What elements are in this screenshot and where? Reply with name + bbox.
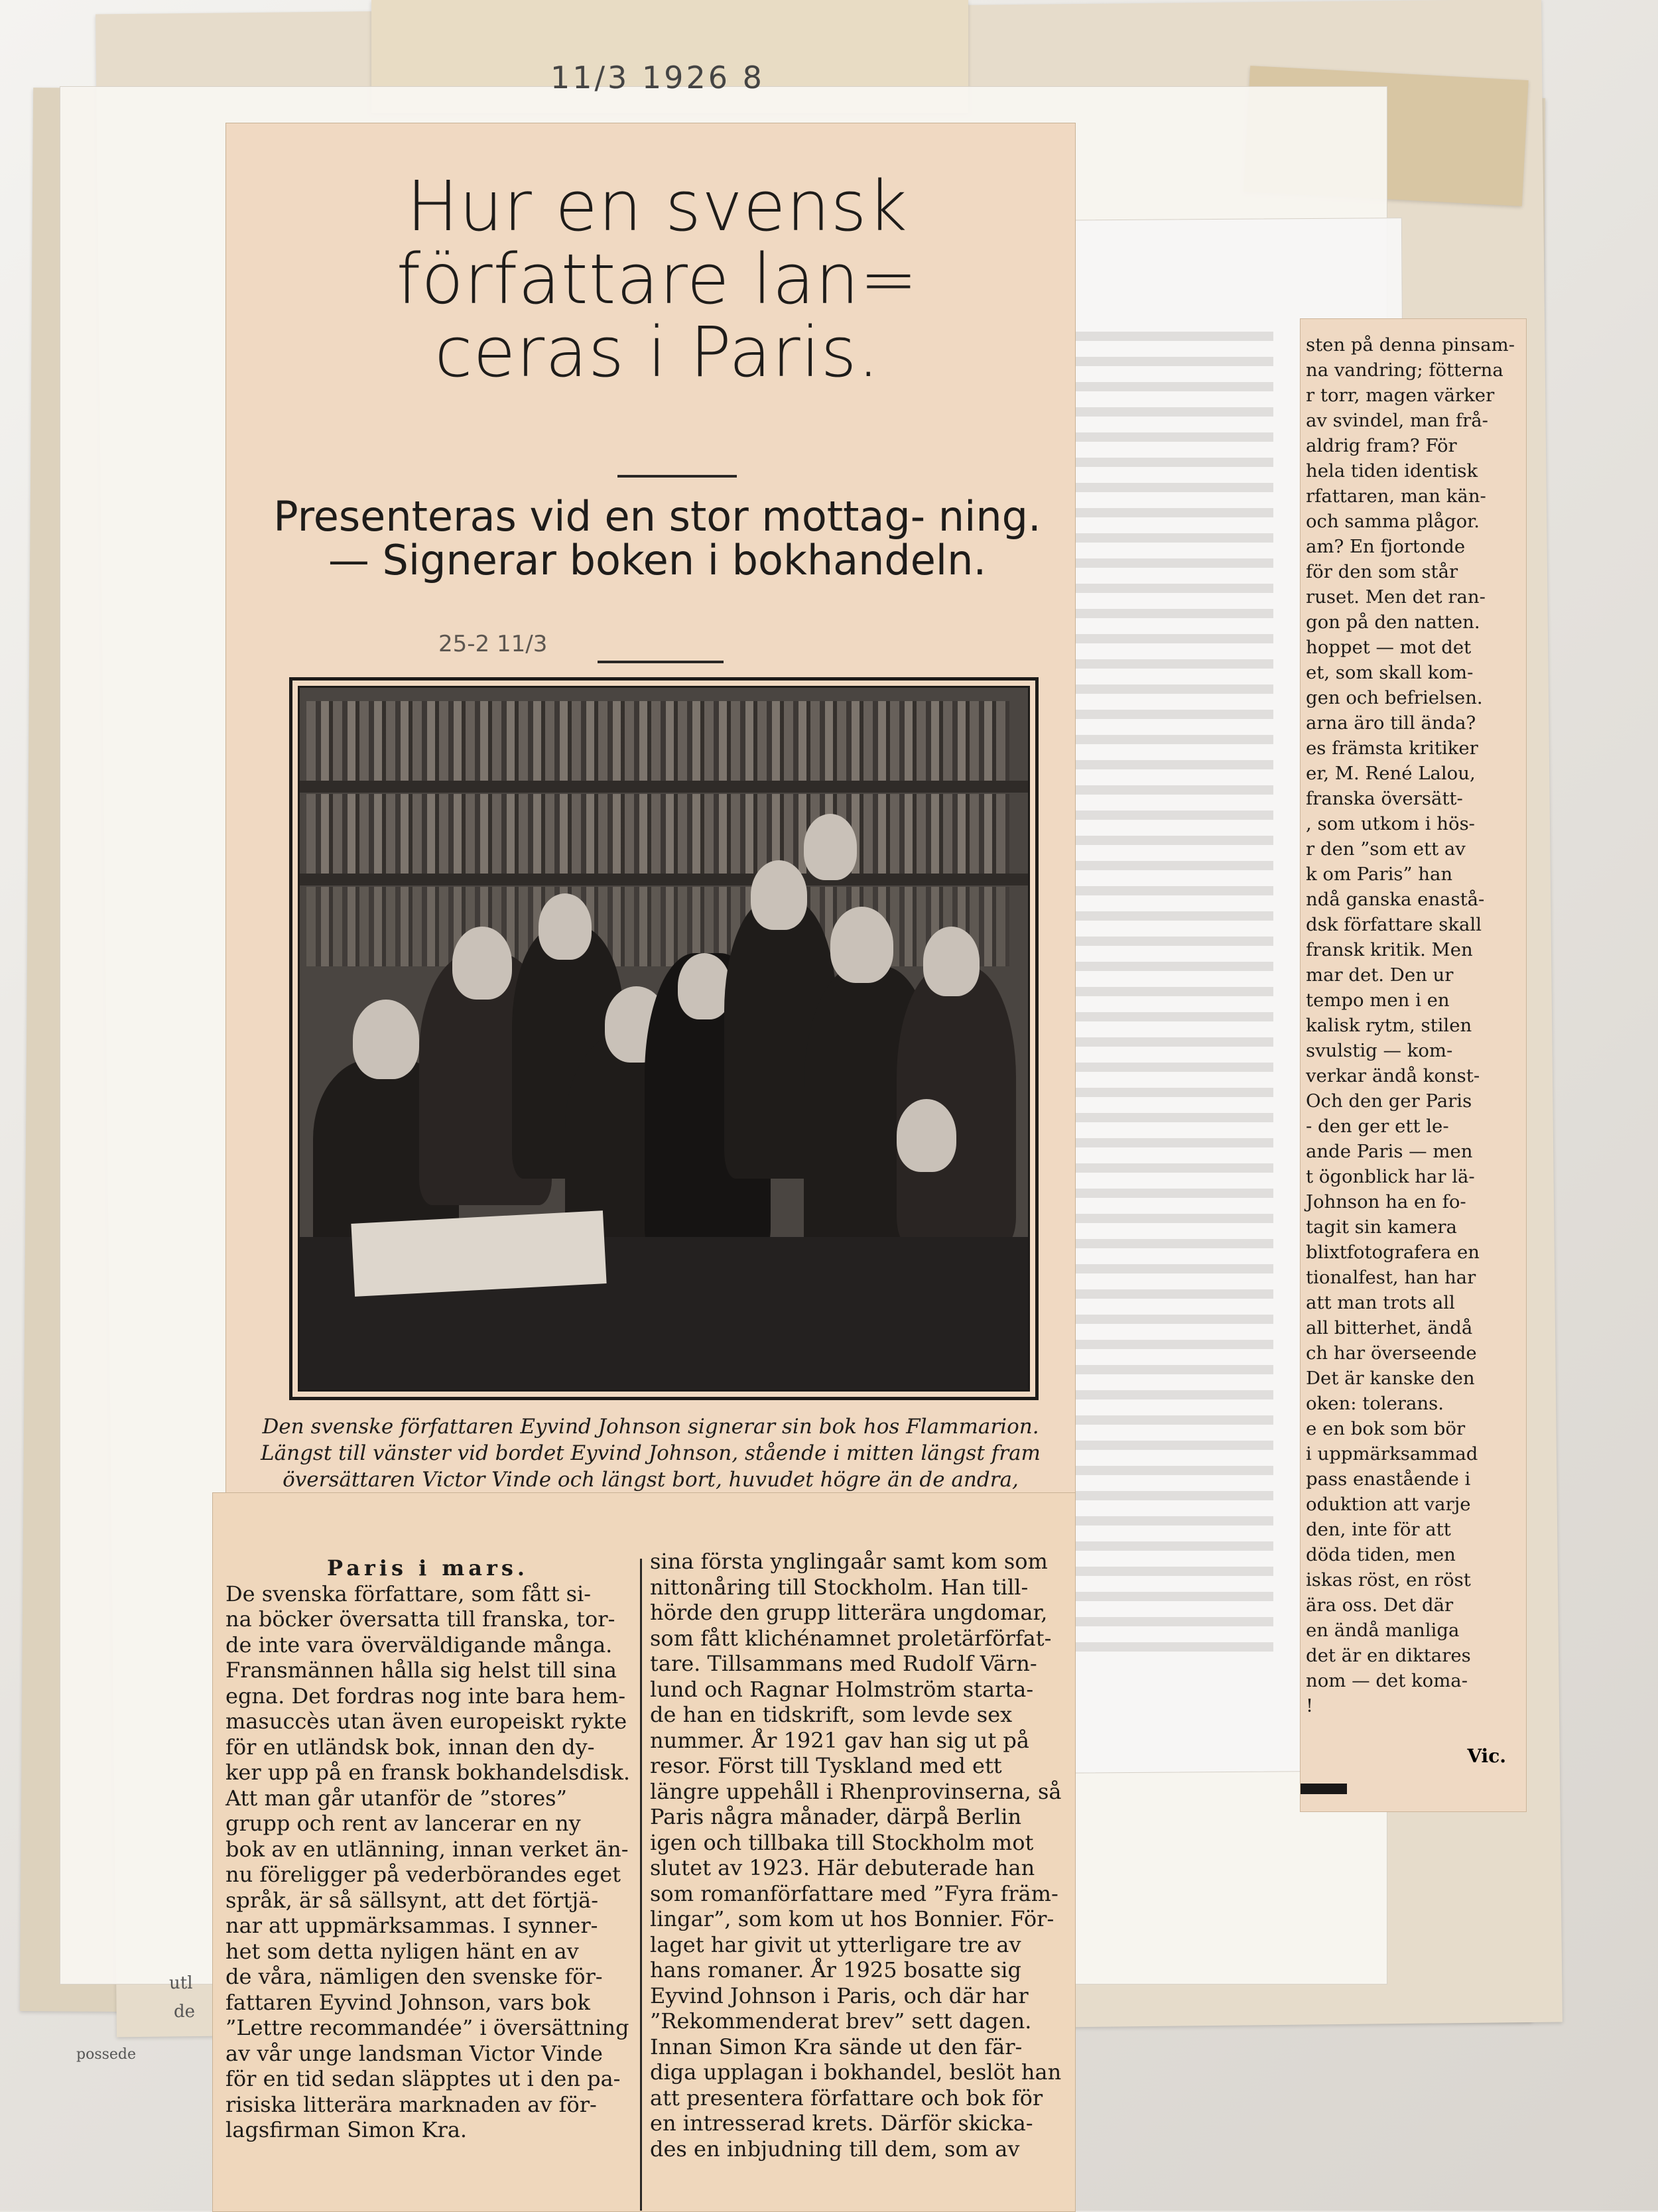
text-line: av svindel, man frå-: [1306, 410, 1488, 431]
text-line: na vandring; fötterna: [1306, 359, 1503, 381]
bookshelf-row: [306, 794, 1009, 874]
text-line: för en tid sedan släpptes ut i den pa-: [225, 2066, 621, 2091]
group-photo: [298, 686, 1030, 1392]
text-line: laget har givit ut ytterligare tre av: [650, 1931, 1021, 1957]
text-line: pass enastående i: [1306, 1468, 1471, 1490]
text-line: döda tiden, men: [1306, 1544, 1456, 1565]
text-line: masuccès utan även europeiskt rykte: [225, 1709, 627, 1734]
text-line: Eyvind Johnson i Paris, och där har: [650, 1983, 1029, 2008]
text-line: r den ”som ett av: [1306, 838, 1466, 860]
text-line: het som detta nyligen hänt en av: [225, 1938, 579, 1964]
headline: Hur en svensk författare lan= ceras i Paris.: [396, 166, 919, 393]
text-line: resor. Först till Tyskland med ett: [650, 1753, 1002, 1778]
text-line: ”Lettre recommandée” i översättning: [225, 2015, 629, 2040]
text-line: risiska litterära marknaden av för-: [225, 2091, 597, 2117]
text-line: er, M. René Lalou,: [1306, 763, 1476, 784]
text-line: det är en diktares: [1306, 1645, 1471, 1666]
text-line: de våra, nämligen den svenske för-: [225, 1964, 603, 1989]
text-line: längre uppehåll i Rhenprovinserna, så: [650, 1778, 1062, 1804]
text-line: svulstig — kom-: [1306, 1040, 1453, 1061]
text-line: na böcker översatta till franska, tor-: [225, 1606, 615, 1632]
text-line: Paris i mars.: [326, 1555, 529, 1581]
text-line: de inte vara överväldigande många.: [225, 1632, 613, 1658]
right-newspaper-clipping: [1300, 318, 1527, 1812]
handwritten-date-note: 11/3 1926 8: [550, 60, 765, 96]
text-line: k om Paris” han: [1306, 864, 1453, 885]
shelf: [300, 874, 1028, 885]
text-line: des en inbjudning till dem, som av: [650, 2136, 1020, 2162]
text-line: i uppmärksammad: [1306, 1443, 1478, 1464]
text-line: nittonåring till Stockholm. Han till-: [650, 1574, 1029, 1600]
text-line: den, inte för att: [1306, 1519, 1451, 1540]
text-line: et, som skall kom-: [1306, 662, 1474, 683]
text-line: rfattaren, man kän-: [1306, 486, 1486, 507]
text-line: Fransmännen hålla sig helst till sina: [225, 1658, 617, 1683]
text-line: tagit sin kamera: [1306, 1216, 1457, 1238]
text-line: - den ger ett le-: [1306, 1116, 1449, 1137]
text-line: de han en tidskrift, som levde sex: [650, 1702, 1013, 1727]
bookshelf-row: [306, 887, 1009, 966]
person-head: [751, 860, 807, 930]
text-line: sina första ynglingaår samt kom som: [650, 1549, 1048, 1574]
black-bar: [1301, 1784, 1347, 1794]
text-line: all bitterhet, ändå: [1306, 1317, 1473, 1338]
text-line: ”Rekommenderat brev” sett dagen.: [650, 2008, 1032, 2034]
text-line: grupp och rent av lancerar en ny: [225, 1811, 581, 1836]
column-divider: [640, 1559, 642, 2211]
text-line: gen och befrielsen.: [1306, 687, 1483, 708]
text-line: fransk kritik. Men: [1306, 939, 1473, 960]
person-head: [539, 893, 592, 960]
text-line: e en bok som bör: [1306, 1418, 1466, 1439]
text-line: kalisk rytm, stilen: [1306, 1015, 1472, 1036]
text-line: ker upp på en fransk bokhandelsdisk.: [225, 1760, 631, 1785]
photo-caption: Den svenske författaren Eyvind Johnson signerar sin bok hos Flammarion. Längst till vänster vid bordet Eyvind Johnson, stående i mitten längst fram översättaren Victor Vinde och längst bort, huvudet högre än de andra,: [261, 1415, 1041, 1492]
text-line: ch har överseende: [1306, 1342, 1477, 1364]
text-line: !: [1306, 1695, 1314, 1717]
person-head: [830, 907, 893, 983]
text-line: diga upplagan i bokhandel, beslöt han: [650, 2059, 1062, 2085]
text-line: iskas röst, en röst: [1306, 1569, 1471, 1591]
text-line: Innan Simon Kra sände ut den fär-: [650, 2034, 1023, 2059]
text-line: språk, är så sällsynt, att det förtjä-: [225, 1887, 599, 1913]
text-line: egna. Det fordras nog inte bara hem-: [225, 1683, 626, 1709]
stack-of-books: [351, 1210, 606, 1297]
text-line: ära oss. Det där: [1306, 1594, 1454, 1616]
text-line: lund och Ragnar Holmström starta-: [650, 1676, 1034, 1702]
person-head: [923, 927, 980, 996]
text-line: es främsta kritiker: [1306, 738, 1478, 759]
headline-rule: [617, 475, 737, 478]
text-line: Johnson ha en fo-: [1306, 1191, 1466, 1212]
text-line: hoppet — mot det: [1306, 637, 1472, 658]
text-line: hörde den grupp litterära ungdomar,: [650, 1600, 1048, 1625]
text-line: lingar”, som kom ut hos Bonnier. För-: [650, 1906, 1054, 1931]
bookshelf-row: [306, 701, 1009, 781]
text-line: De svenska författare, som fått si-: [225, 1581, 592, 1606]
text-line: och samma plågor.: [1306, 511, 1480, 532]
text-line: am? En fjortonde: [1306, 536, 1466, 557]
text-line: som romanförfattare med ”Fyra främ-: [650, 1880, 1058, 1906]
text-line: tare. Tillsammans med Rudolf Värn-: [650, 1651, 1037, 1676]
person-head: [353, 1000, 419, 1079]
text-line: hans romaner. År 1925 bosatte sig: [650, 1957, 1021, 1983]
text-line: hela tiden identisk: [1306, 460, 1478, 482]
text-line: r torr, magen värker: [1306, 385, 1495, 406]
text-line: nummer. År 1921 gav han sig ut på: [650, 1727, 1029, 1753]
text-line: tempo men i en: [1306, 990, 1450, 1011]
text-line: att presentera författare och bok för: [650, 2085, 1043, 2111]
show-through-text: [1074, 332, 1273, 1658]
text-line: igen och tillbaka till Stockholm mot: [650, 1829, 1034, 1855]
article-column-1-text: [225, 1555, 630, 2143]
shelf: [300, 781, 1028, 793]
person-head: [897, 1099, 956, 1172]
pencil-mark: 25-2 11/3: [438, 631, 548, 657]
text-line: Det är kanske den: [1306, 1368, 1475, 1389]
text-line: nu föreligger på vederbörandes eget: [225, 1862, 621, 1887]
text-line: Och den ger Paris: [1306, 1090, 1472, 1112]
text-line: Paris några månader, därpå Berlin: [650, 1804, 1022, 1829]
text-line: för den som står: [1306, 561, 1458, 582]
main-newspaper-clipping: [225, 123, 1076, 1504]
text-line: för en utländsk bok, innan den dy-: [225, 1734, 595, 1760]
text-line: sten på denna pinsam-: [1306, 334, 1515, 356]
text-line: slutet av 1923. Här debuterade han: [650, 1855, 1035, 1880]
text-line: som fått klichénamnet proletärförfat-: [650, 1625, 1052, 1651]
text-line: verkar ändå konst-: [1306, 1065, 1480, 1086]
text-line: oken: tolerans.: [1306, 1393, 1444, 1414]
edge-fragment: utl: [169, 1973, 193, 1993]
text-line: t ögonblick har lä-: [1306, 1166, 1475, 1187]
text-line: en intresserad krets. Därför skicka-: [650, 2111, 1033, 2136]
text-line: ande Paris — men: [1306, 1141, 1473, 1162]
text-line: nar att uppmärksammas. I synner-: [225, 1913, 598, 1938]
text-line: nom — det koma-: [1306, 1670, 1468, 1691]
person-head: [678, 953, 731, 1019]
text-line: Att man går utanför de ”stores”: [225, 1785, 567, 1811]
photo-frame: [289, 677, 1039, 1400]
right-clipping-text: [1306, 332, 1515, 1719]
text-line: tionalfest, han har: [1306, 1267, 1476, 1288]
edge-fragment: possede: [76, 2046, 137, 2063]
text-line: oduktion att varje: [1306, 1494, 1471, 1515]
text-line: att man trots all: [1306, 1292, 1455, 1313]
text-line: ruset. Men det ran-: [1306, 586, 1486, 608]
subheadline: Presenteras vid en stor mottag- ning. — Signerar boken i bokhandeln.: [273, 492, 1041, 584]
subheadline-rule: [598, 661, 724, 663]
text-line: bok av en utlänning, innan verket än-: [225, 1836, 629, 1862]
signature: Vic.: [1467, 1745, 1506, 1767]
text-line: aldrig fram? För: [1306, 435, 1457, 456]
person-head: [804, 814, 857, 880]
text-line: mar det. Den ur: [1306, 964, 1454, 986]
text-line: av vår unge landsman Victor Vinde: [225, 2040, 603, 2066]
text-line: ndå ganska enastå-: [1306, 889, 1485, 910]
text-line: gon på den natten.: [1306, 612, 1480, 633]
edge-fragment: de: [174, 2002, 196, 2022]
text-line: arna äro till ända?: [1306, 712, 1476, 734]
text-line: dsk författare skall: [1306, 914, 1482, 935]
text-line: fattaren Eyvind Johnson, vars bok: [225, 1989, 590, 2015]
text-line: , som utkom i hös-: [1306, 813, 1475, 834]
text-line: franska översätt-: [1306, 788, 1463, 809]
person-head: [452, 927, 512, 1000]
text-line: lagsfirman Simon Kra.: [225, 2117, 468, 2142]
text-line: blixtfotografera en: [1306, 1242, 1480, 1263]
article-column-2-text: [650, 1549, 1061, 2162]
text-line: en ändå manliga: [1306, 1620, 1460, 1641]
